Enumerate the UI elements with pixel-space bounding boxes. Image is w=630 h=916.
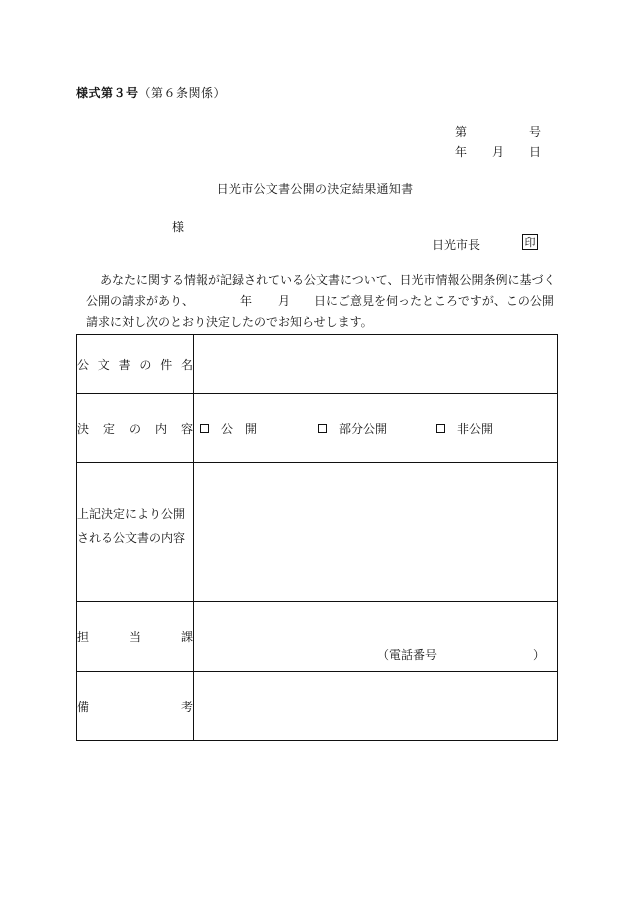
label-char: 容	[180, 421, 193, 436]
row-disclosed-content	[77, 463, 558, 602]
label-char: 名	[180, 357, 193, 372]
row-department	[77, 602, 558, 672]
doc-dai: 第	[455, 125, 468, 139]
seal-mark: 印	[522, 234, 538, 250]
option-label: 公 開	[221, 421, 258, 436]
body-line-2	[86, 291, 566, 312]
label-document-title	[77, 335, 194, 394]
option-full-disclosure[interactable]	[200, 420, 318, 437]
label-char: 件	[160, 357, 173, 372]
form-label: 様式第３号	[76, 86, 139, 100]
label-char: 課	[180, 630, 193, 644]
value-decision-content	[194, 394, 558, 463]
label-char: 当	[128, 630, 141, 644]
phone-close-paren: ）	[532, 648, 545, 662]
label-disclosed-content	[77, 463, 194, 602]
body-paragraph	[86, 270, 566, 333]
form-number	[76, 84, 226, 101]
label-department	[77, 602, 194, 672]
document-number-block	[455, 122, 541, 162]
form-relation: （第６条関係）	[138, 86, 227, 100]
value-department[interactable]	[194, 602, 558, 672]
label-char: 定	[102, 421, 115, 436]
checkbox-icon[interactable]	[436, 424, 445, 433]
checkbox-icon[interactable]	[318, 424, 327, 433]
label-char: 備	[77, 699, 90, 714]
body-line-2-year: 年	[240, 294, 253, 308]
body-line-2-month: 月	[278, 294, 291, 308]
label-char: 文	[97, 357, 110, 372]
body-line-3: 請求に対し次のとおり決定したのでお知らせします。	[86, 315, 373, 329]
recipient-suffix: 様	[172, 220, 185, 234]
row-document-title	[77, 335, 558, 394]
body-line-2-a: 公開の請求があり、	[86, 294, 195, 308]
date-month: 月	[491, 145, 504, 159]
body-line-1: あなたに関する情報が記録されている公文書について、日光市情報公開条例に基づく	[100, 273, 556, 287]
option-label: 非公開	[457, 421, 494, 436]
option-partial-disclosure[interactable]	[318, 420, 436, 437]
label-char: 内	[154, 421, 167, 436]
date-day: 日	[528, 145, 541, 159]
label-char: の	[128, 421, 141, 436]
row-decision-content	[77, 394, 558, 463]
option-non-disclosure[interactable]	[436, 420, 493, 437]
option-label: 部分公開	[339, 421, 388, 436]
label-line-1: 上記決定により公開	[77, 507, 186, 521]
label-char: 考	[180, 699, 193, 714]
label-char: の	[139, 357, 152, 372]
checkbox-icon[interactable]	[200, 424, 209, 433]
value-remarks[interactable]	[194, 672, 558, 741]
label-decision-content	[77, 394, 194, 463]
row-remarks	[77, 672, 558, 741]
document-title: 日光市公文書公開の決定結果通知書	[216, 182, 414, 196]
issuer-name: 日光市長	[432, 238, 481, 252]
document-number-line	[455, 122, 541, 142]
decision-table	[76, 334, 558, 741]
phone-open-label: （電話番号	[376, 648, 437, 662]
body-line-2-b: 日にご意見を伺ったところですが、この公開	[314, 294, 554, 308]
label-remarks	[77, 672, 194, 741]
label-char: 公	[77, 357, 90, 372]
label-line-2: される公文書の内容	[77, 531, 186, 545]
date-year: 年	[455, 145, 468, 159]
value-disclosed-content[interactable]	[194, 463, 558, 602]
label-char: 書	[118, 357, 131, 372]
value-document-title[interactable]	[194, 335, 558, 394]
label-char: 担	[77, 630, 90, 644]
label-char: 決	[77, 421, 90, 436]
date-line	[455, 142, 541, 162]
doc-go: 号	[528, 125, 541, 139]
phone-number-field	[194, 602, 557, 663]
